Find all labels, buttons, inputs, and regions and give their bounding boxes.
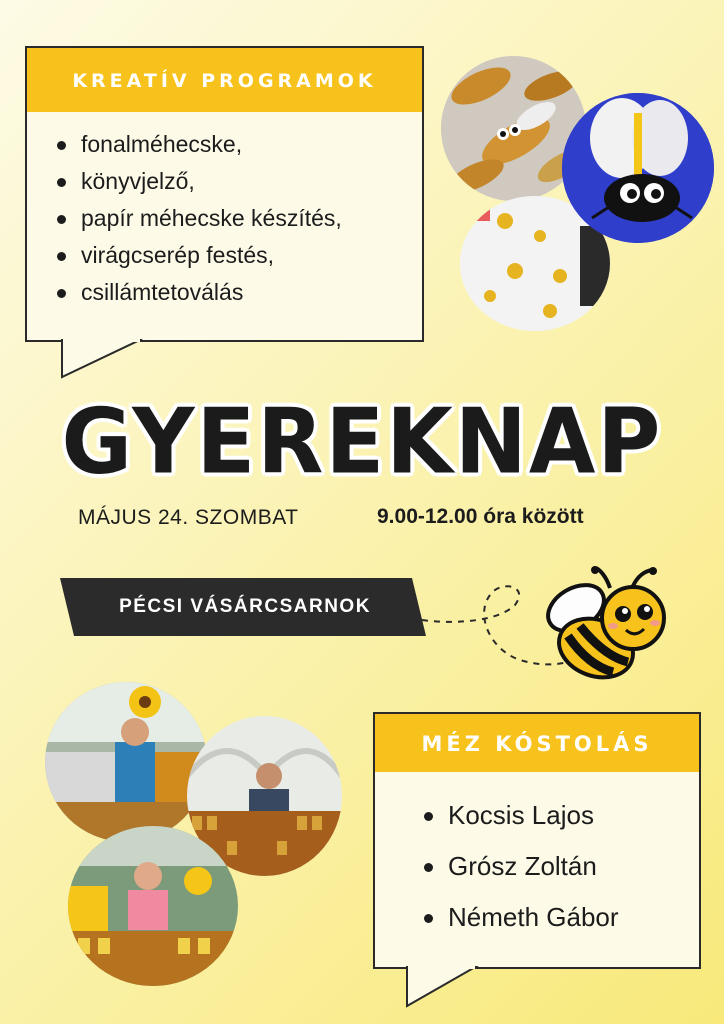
bee-mascot-icon [538,566,668,680]
venue-label: PÉCSI VÁSÁRCSARNOK [119,596,371,617]
programs-bubble-tail [60,339,150,381]
event-time: 9.00-12.00 óra között [377,505,584,528]
programs-list [27,112,422,311]
list-item: papír méhecske készítés, [81,200,422,237]
honey-heading: MÉZ KÓSTOLÁS [375,714,699,772]
list-item: könyvjelző, [81,163,422,200]
event-date: MÁJUS 24. SZOMBAT [78,506,299,529]
event-title: GYEREKNAP [61,389,663,495]
honey-bubble-tail [405,966,485,1010]
list-item: Grósz Zoltán [448,841,699,892]
programs-heading: KREATÍV PROGRAMOK [27,48,422,112]
honey-list [375,772,699,943]
craft-photo-paper-bee [562,93,714,243]
list-item: fonalméhecske, [81,126,422,163]
market-photo-stall [68,826,238,986]
honey-tasting-box [373,712,701,969]
list-item: Kocsis Lajos [448,790,699,841]
list-item: csillámtetoválás [81,274,422,311]
programs-box [25,46,424,342]
list-item: Németh Gábor [448,892,699,943]
market-photo-sunflower [45,682,207,842]
list-item: virágcserép festés, [81,237,422,274]
